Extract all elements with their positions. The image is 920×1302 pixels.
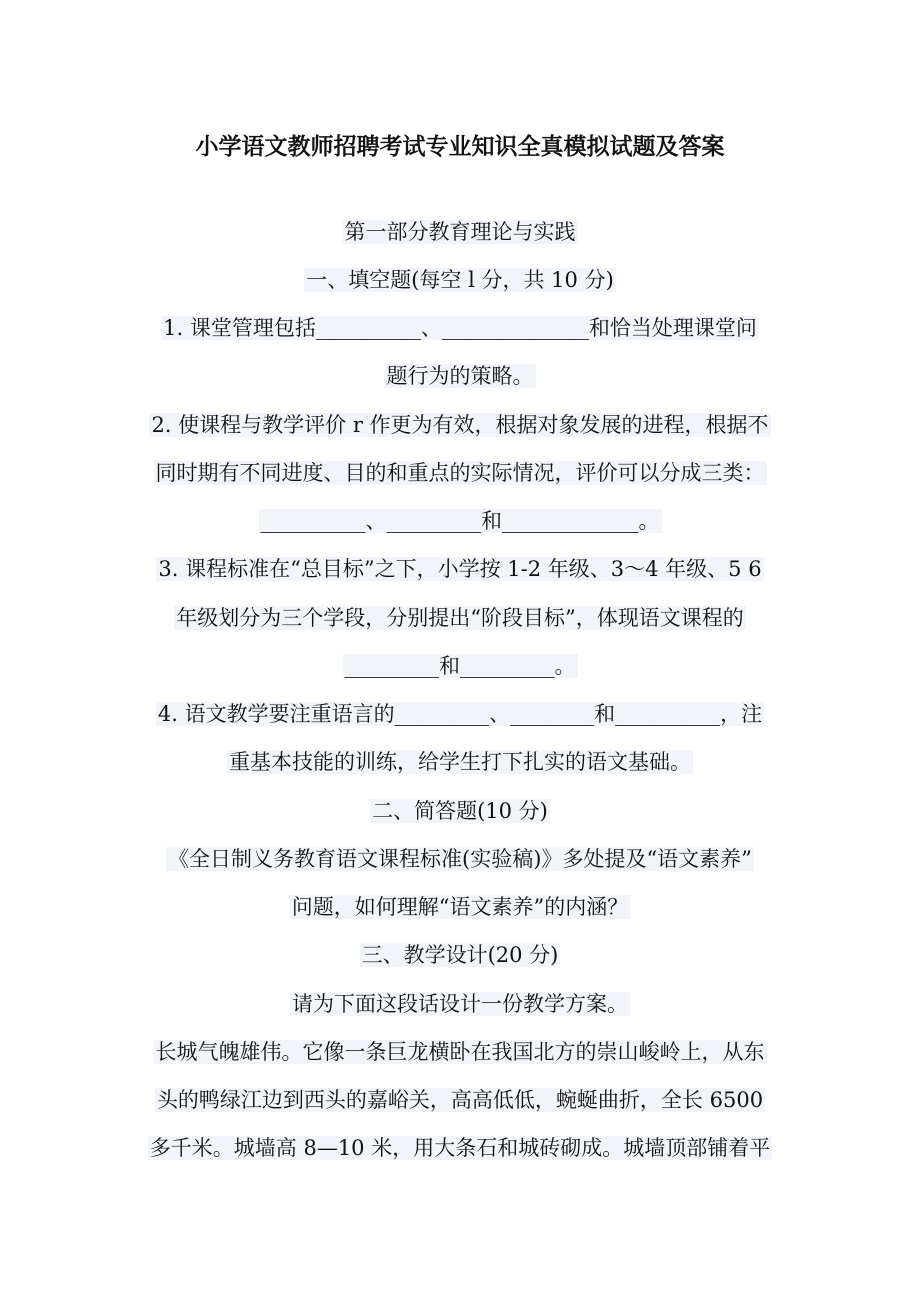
passage-line xyxy=(0,1085,920,1115)
passage-line xyxy=(0,1037,920,1067)
question-line xyxy=(0,651,920,681)
text-line: 三、教学设计(20 分) xyxy=(361,943,559,967)
question-line xyxy=(0,892,920,922)
text-line: 重基本技能的训练，给学生打下扎实的语文基础。 xyxy=(229,750,691,774)
text-line: 《全日制义务教育语文课程标准(实验稿)》多处提及“语文素养” xyxy=(168,847,752,871)
text-line: 请为下面这段话设计一份教学方案。 xyxy=(292,992,628,1016)
section-heading xyxy=(0,940,920,970)
text-line: 题行为的策略。 xyxy=(386,364,534,388)
passage-line xyxy=(0,1133,920,1163)
text-line: 一、填空题(每空 l 分，共 10 分) xyxy=(306,268,614,292)
section-heading xyxy=(0,796,920,826)
document-title-text: 小学语文教师招聘考试专业知识全真模拟试题及答案 xyxy=(195,133,725,160)
text-line: 多千米。城墙高 8—10 米，用大条石和城砖砌成。城墙顶部铺着平 xyxy=(149,1136,771,1160)
text-line: 第一部分教育理论与实践 xyxy=(344,220,576,244)
section-heading xyxy=(0,217,920,247)
document-title xyxy=(0,132,920,162)
text-line: __________、_________和_____________。 xyxy=(260,509,660,533)
text-line: 2. 使课程与教学评价 r 作更为有效，根据对象发展的进程，根据不 xyxy=(151,413,769,437)
question-line xyxy=(0,313,920,343)
question-line xyxy=(0,844,920,874)
text-line: 同时期有不同进度、目的和重点的实际情况，评价可以分成三类： xyxy=(155,461,765,485)
section-heading xyxy=(0,265,920,295)
question-line xyxy=(0,361,920,391)
question-line xyxy=(0,603,920,633)
text-line: 年级划分为三个学段，分别提出“阶段目标”，体现语文课程的 xyxy=(176,606,744,630)
text-line: 二、简答题(10 分) xyxy=(372,799,548,823)
question-line xyxy=(0,506,920,536)
question-line xyxy=(0,458,920,488)
question-line xyxy=(0,989,920,1019)
question-line xyxy=(0,554,920,584)
text-line: 问题，如何理解“语文素养”的内涵？ xyxy=(291,895,629,919)
question-line xyxy=(0,410,920,440)
question-line xyxy=(0,747,920,777)
text-line: _________和_________。 xyxy=(344,654,576,678)
text-line: 头的鸭绿江边到西头的嘉峪关，高高低低，蜿蜒曲折，全长 6500 xyxy=(156,1088,764,1112)
text-line: 长城气魄雄伟。它像一条巨龙横卧在我国北方的崇山峻岭上，从东 xyxy=(155,1040,765,1064)
text-line: 3. 课程标准在“总目标”之下，小学按 1-2 年级、3～4 年级、5 6 xyxy=(158,557,762,581)
text-line: 1. 课堂管理包括__________、______________和恰当处理课堂问 xyxy=(163,316,757,340)
text-line: 4. 语文教学要注重语言的_________、________和__________，注 xyxy=(157,702,763,726)
question-line xyxy=(0,699,920,729)
